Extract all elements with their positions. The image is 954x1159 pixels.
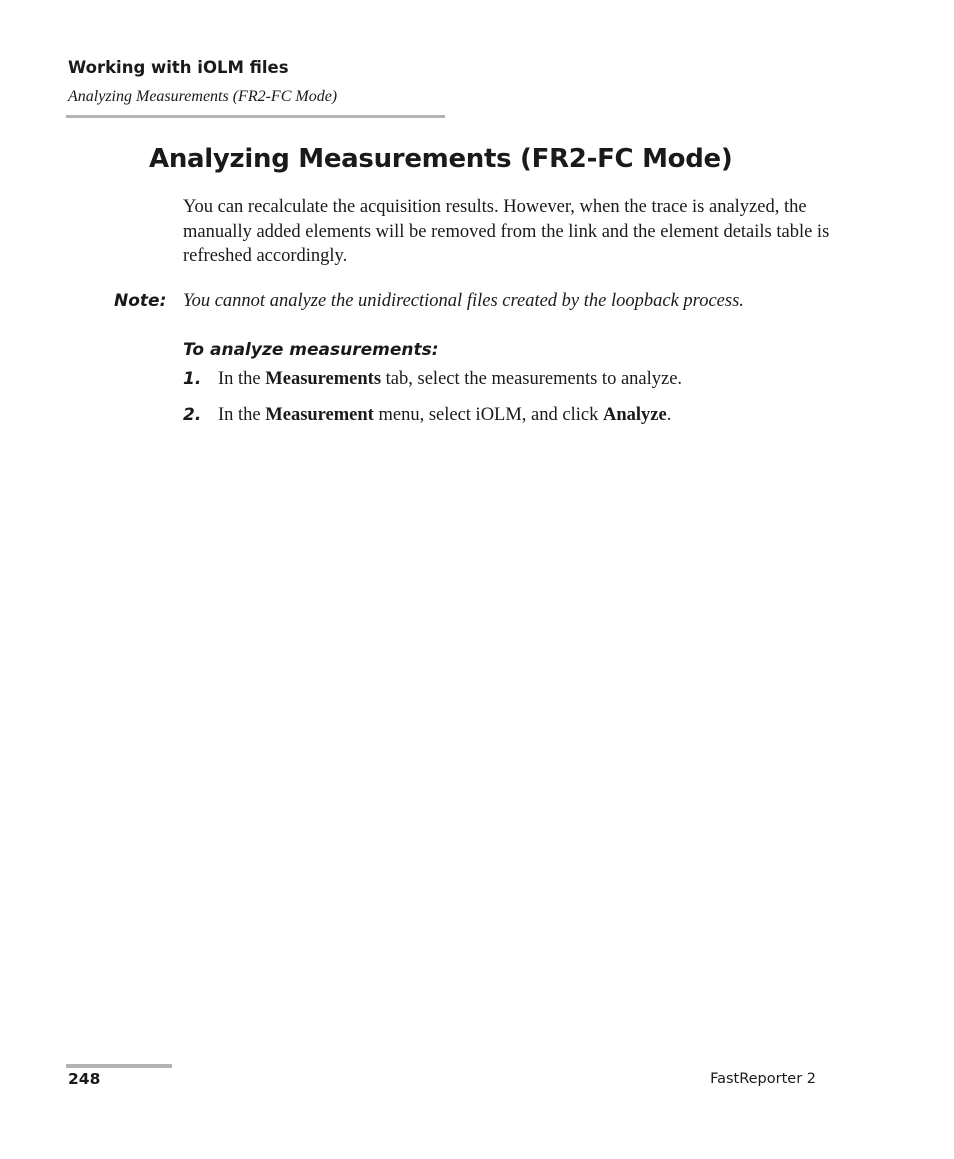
step-text [218, 405, 671, 426]
intro-paragraph: You can recalculate the acquisition results. However, when the trace is analyzed, the manually added elements will be removed from the link and the element details table is refreshed accordingly. [183, 197, 830, 266]
ui-term-measurements-tab: Measurements [265, 369, 382, 389]
step-text-part: menu, select iOLM, and click [373, 405, 603, 425]
step-text-part: . [666, 405, 672, 425]
running-header-section: Analyzing Measurements (FR2-FC Mode) [68, 88, 338, 105]
page-number: 248 [68, 1070, 101, 1088]
ui-term-measurement-menu: Measurement [265, 405, 374, 425]
running-header-chapter: Working with iOLM files [68, 58, 289, 77]
ui-term-analyze-button: Analyze [602, 405, 667, 425]
step-text [218, 369, 682, 390]
procedure-title: To analyze measurements: [183, 340, 439, 360]
note-text: You cannot analyze the unidirectional files created by the loopback process. [183, 291, 744, 311]
step-number: 1. [183, 369, 202, 389]
note-label: Note: [114, 291, 167, 311]
step-text-part: In the [218, 369, 266, 389]
footer-divider [66, 1064, 172, 1068]
step-text-part: tab, select the measurements to analyze. [381, 369, 683, 389]
header-divider [66, 115, 445, 118]
page-title: Analyzing Measurements (FR2-FC Mode) [149, 144, 733, 174]
step-number: 2. [183, 405, 202, 425]
step-text-part: In the [218, 405, 266, 425]
product-name: FastReporter 2 [710, 1071, 816, 1087]
